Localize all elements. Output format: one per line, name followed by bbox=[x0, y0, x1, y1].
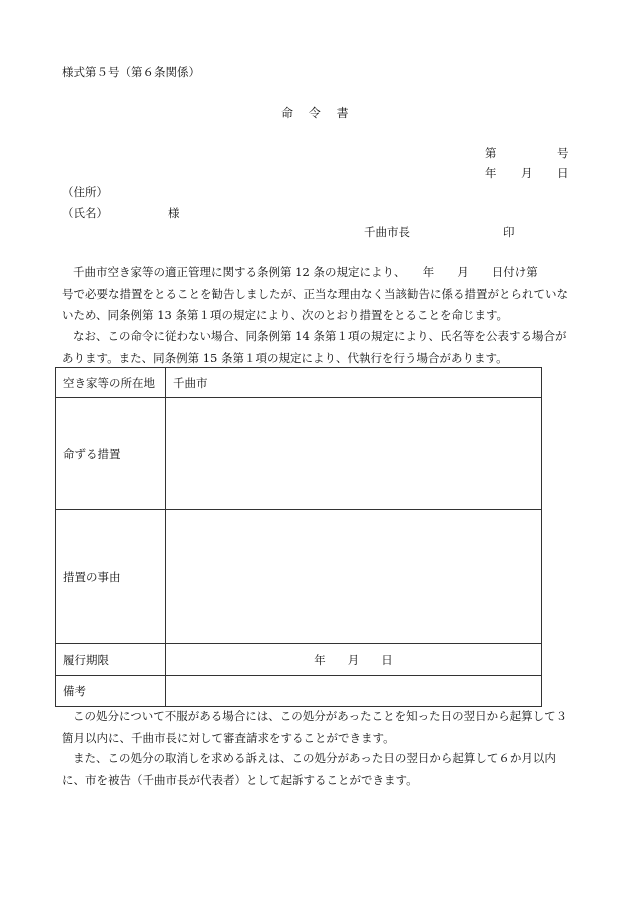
measures-label: 命ずる措置 bbox=[56, 398, 166, 510]
doc-number-suffix: 号 bbox=[557, 146, 569, 160]
table-row bbox=[56, 510, 542, 644]
document-title: 命 令 書 bbox=[281, 106, 355, 120]
name-label: （氏名） bbox=[62, 206, 108, 220]
deadline-year: 年 bbox=[314, 652, 326, 667]
location-label: 空き家等の所在地 bbox=[56, 368, 166, 398]
measures-value bbox=[166, 398, 542, 510]
address-label: （住所） bbox=[62, 185, 108, 199]
deadline-value bbox=[166, 644, 542, 676]
body-paragraph-2: なお、この命令に従わない場合、同条例第 14 条第１項の規定により、氏名等を公表する場合があります。また、同条例第 15 条第１項の規定により、代執行を行う場合があります。 bbox=[62, 329, 567, 365]
deadline-day: 日 bbox=[381, 652, 393, 667]
issue-date-day: 日 bbox=[557, 166, 569, 180]
form-number: 様式第５号（第６条関係） bbox=[62, 65, 200, 79]
deadline-label: 履行期限 bbox=[56, 644, 166, 676]
reason-value bbox=[166, 510, 542, 644]
doc-number-prefix: 第 bbox=[485, 146, 497, 160]
issue-date-year: 年 bbox=[485, 166, 497, 180]
body-paragraph-1: 千曲市空き家等の適正管理に関する条例第 12 条の規定により、 年 月 日付け第 号で必要な措置をとることを勧告しましたが、正当な理由なく当該勧告に係る措置がとられていないため、同条例第 13 条第１項の規定により、次のとおり措置をとることを命じます。 bbox=[62, 265, 568, 322]
table-row bbox=[56, 368, 542, 398]
table-row bbox=[56, 398, 542, 510]
footer-paragraph-1: この処分について不服がある場合には、この処分があったことを知った日の翌日から起算して３箇月以内に、千曲市長に対して審査請求をすることができます。 bbox=[62, 709, 568, 745]
table-row bbox=[56, 644, 542, 676]
remarks-label: 備考 bbox=[56, 676, 166, 707]
issue-date-month: 月 bbox=[521, 166, 533, 180]
footer-paragraph-2: また、この処分の取消しを求める訴えは、この処分があった日の翌日から起算して６か月以内に、市を被告（千曲市長が代表者）として起訴することができます。 bbox=[62, 751, 556, 787]
issuer-name: 千曲市長 bbox=[364, 225, 410, 239]
remarks-value bbox=[166, 676, 542, 707]
location-value: 千曲市 bbox=[166, 368, 542, 398]
honorific: 様 bbox=[168, 206, 180, 220]
table-row bbox=[56, 676, 542, 707]
deadline-month: 月 bbox=[347, 652, 360, 667]
reason-label: 措置の事由 bbox=[56, 510, 166, 644]
order-table bbox=[55, 367, 542, 707]
seal-mark: 印 bbox=[503, 225, 515, 239]
